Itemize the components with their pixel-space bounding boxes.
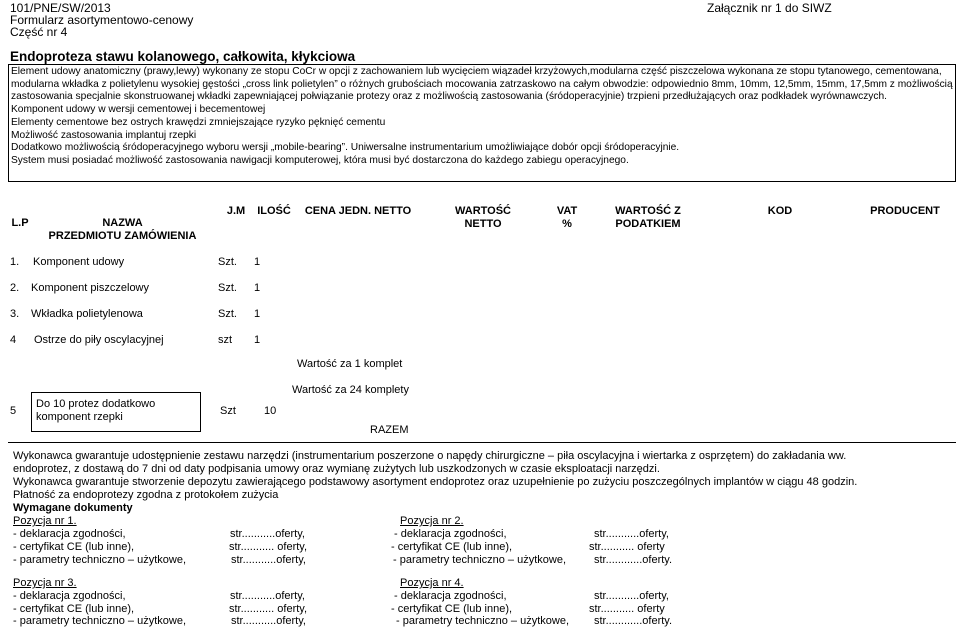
part-number: Część nr 4: [10, 25, 68, 39]
col-header-vat: [552, 205, 582, 231]
row-name: [36, 398, 155, 424]
required-docs-title: Wymagane dokumenty: [13, 502, 133, 514]
pos3-certificate: - certyfikat CE (lub inne),: [13, 603, 135, 615]
description: [11, 66, 953, 168]
position-3-title: Pozycja nr 3.: [13, 577, 77, 589]
form-name: Formularz asortymentowo-cenowy: [10, 13, 194, 27]
col-header-vat-line1: VAT: [556, 205, 578, 217]
pos1-certificate-page: str........... oferty,: [229, 541, 308, 553]
row-qty: 1: [254, 334, 261, 346]
row-jm: Szt.: [218, 308, 237, 320]
doc-reference: 101/PNE/SW/2013: [10, 1, 111, 15]
page-title: Endoproteza stawu kolanowego, całkowita, kłykciowa: [10, 49, 356, 64]
description-p2: Komponent udowy w wersji cementowej i becementowej: [11, 104, 266, 116]
pos3-certificate-page: str........... oferty,: [229, 603, 308, 615]
pos2-certificate: - certyfikat CE (lub inne),: [391, 541, 513, 553]
row-qty: 10: [264, 405, 277, 417]
pos3-declaration-page: str...........oferty,: [230, 590, 305, 602]
pos3-declaration: - deklaracja zgodności,: [13, 590, 126, 602]
row-qty: 1: [254, 282, 261, 294]
pos4-declaration-page: str...........oferty,: [594, 590, 669, 602]
position-1-title: Pozycja nr 1.: [13, 515, 77, 527]
row-name: Komponent udowy: [33, 256, 125, 268]
description-p1: Element udowy anatomiczny (prawy,lewy) wykonany ze stopu CoCr w opcji z zachowaniem lub wycięciem wiązadeł krzyżowych,modularna część piszczelowa wykonana ze stopu tytanowego, cementowana, modularna wkładka z polietylenu wysokiej gęstości „cross link polietylen” o różnych grubościach mocowania zatrzaskowo na całym obwodzie: odpowiednio 8mm, 10mm, 12,5mm, 15mm, 17,5mm z możliwością zastosowania specjalnie skonstruowanej wkładki zapewniającej połwiązanie protezy oraz z możliwością zastosowania (śródoperacyjnie) trzpieni przedłużających oraz podkładek wyrównawczych.: [11, 66, 953, 103]
pos2-parameters-page: str............oferty.: [594, 554, 673, 566]
value-per-set-label: Wartość za 1 komplet: [297, 358, 403, 370]
pos2-parameters: - parametry techniczno – użytkowe,: [393, 554, 567, 566]
pos4-declaration: - deklaracja zgodności,: [394, 590, 507, 602]
position-2-title: Pozycja nr 2.: [400, 515, 464, 527]
description-p4: Możliwość zastosowania implantuj rzepki: [11, 129, 197, 141]
row-lp: 2.: [10, 282, 20, 294]
attachment-label: Załącznik nr 1 do SIWZ: [707, 1, 832, 15]
pos2-declaration-page: str...........oferty,: [594, 528, 669, 540]
col-header-net-value: [443, 205, 523, 231]
row-jm: Szt.: [218, 256, 237, 268]
col-header-unit-price: CENA JEDN. NETTO: [304, 205, 412, 217]
col-header-qty: ILOŚĆ: [257, 205, 291, 217]
row-name: Ostrze do piły oscylacyjnej: [34, 334, 164, 346]
col-header-name: [40, 217, 205, 243]
pos4-parameters: - parametry techniczno – użytkowe,: [396, 615, 570, 627]
pos1-parameters: - parametry techniczno – użytkowe,: [13, 554, 187, 566]
description-p6: System musi posiadać możliwość zastosowania nawigacji komputerowej, która musi być dostarczona do każdego zabiegu operacyjnego.: [11, 154, 629, 166]
col-header-net-line2: NETTO: [464, 218, 502, 230]
pos1-declaration: - deklaracja zgodności,: [13, 528, 126, 540]
footer-line-2: endoprotez, z dostawą do 7 dni od daty podpisania umowy oraz wymianę zużytych lub uszkodzonych w czasie eksploatacji narzędzi.: [13, 463, 660, 475]
col-header-name-line1: NAZWA: [102, 217, 143, 229]
col-header-vat-line2: %: [562, 218, 572, 230]
row-name: Wkładka polietylenowa: [31, 308, 143, 320]
row-lp: 5: [10, 405, 17, 417]
description-p5: Dodatkowo możliwością śródoperacyjnego wyboru wersji „mobile-bearing”. Uniwersalne instrumentarium umożliwiające dobór opcji śródoperacyjnie.: [11, 142, 680, 154]
row-jm: Szt: [220, 405, 236, 417]
row-qty: 1: [254, 256, 261, 268]
row-jm: szt: [218, 334, 233, 346]
position-4-title: Pozycja nr 4.: [400, 577, 464, 589]
col-header-net-line1: WARTOŚĆ: [454, 205, 512, 217]
row-name: Komponent piszczelowy: [31, 282, 150, 294]
row-qty: 1: [254, 308, 261, 320]
col-header-jm: J.M: [226, 205, 246, 217]
col-header-name-line2: PRZEDMIOTU ZAMÓWIENIA: [48, 230, 197, 242]
pos2-declaration: - deklaracja zgodności,: [394, 528, 507, 540]
row5-name-line1: Do 10 protez dodatkowo: [36, 398, 156, 410]
pos1-parameters-page: str...........oferty,: [231, 554, 306, 566]
row-jm: Szt.: [218, 282, 237, 294]
pos2-certificate-page: str........... oferty: [589, 541, 665, 553]
description-p3: Elementy cementowe bez ostrych krawędzi zmniejszające ryzyko pęknięć cementu: [11, 116, 386, 128]
pos1-declaration-page: str...........oferty,: [230, 528, 305, 540]
pos3-parameters-page: str...........oferty,: [231, 615, 306, 627]
row5-name-line2: komponent rzepki: [36, 411, 123, 423]
col-header-lp: L.P: [11, 217, 29, 229]
pos4-parameters-page: str............oferty.: [594, 615, 673, 627]
col-header-gross-value: [603, 205, 693, 231]
col-header-gross-line1: WARTOŚĆ Z: [615, 205, 681, 217]
col-header-kod: KOD: [767, 205, 793, 217]
footer-divider: [8, 442, 956, 443]
col-header-gross-line2: PODATKIEM: [615, 218, 681, 230]
footer-line-4: Płatność za endoprotezy zgodna z protokołem zużycia: [13, 489, 279, 501]
row-lp: 4: [10, 334, 17, 346]
pos4-certificate: - certyfikat CE (lub inne),: [391, 603, 513, 615]
pos1-certificate: - certyfikat CE (lub inne),: [13, 541, 135, 553]
row-lp: 1.: [10, 256, 20, 268]
col-header-producer: PRODUCENT: [870, 205, 940, 217]
footer-line-1: Wykonawca gwarantuje udostępnienie zestawu narzędzi (instrumentarium poszerzone o napędy chirurgiczne – piła oscylacyjna i wiertarka z osprzętem) do zakładania ww.: [13, 450, 847, 462]
total-label: RAZEM: [370, 424, 409, 436]
footer-line-3: Wykonawca gwarantuje stworzenie depozytu zawierającego podstawowy asortyment endoprotez oraz uzupełnienie po zużyciu poszczególnych implantów w ciągu 48 godzin.: [13, 476, 858, 488]
value-all-sets-label: Wartość za 24 komplety: [292, 384, 409, 396]
pos4-certificate-page: str........... oferty: [589, 603, 665, 615]
pos3-parameters: - parametry techniczno – użytkowe,: [13, 615, 187, 627]
row-lp: 3.: [10, 308, 20, 320]
